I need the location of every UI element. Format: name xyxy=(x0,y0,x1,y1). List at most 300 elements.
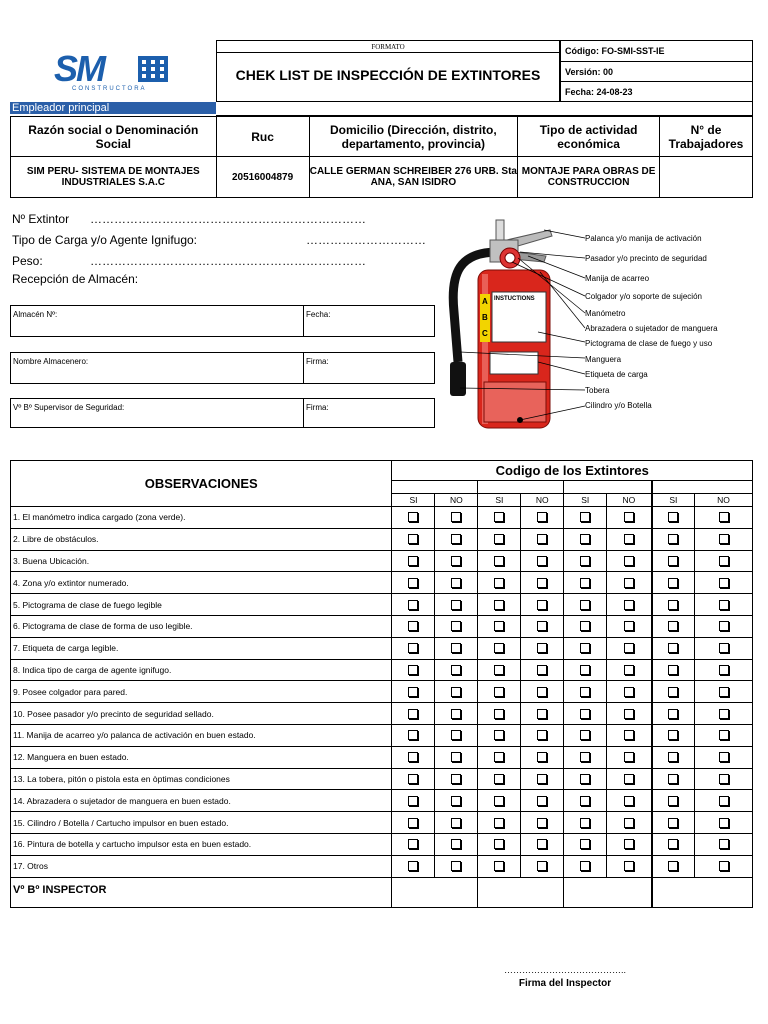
si-checkbox[interactable] xyxy=(580,796,590,806)
checkbox-cell xyxy=(607,615,652,637)
checkbox-cell xyxy=(392,768,435,790)
checklist-item-label: 16. Pintura de botella y cartucho impulsor esta en buen estado. xyxy=(11,833,392,855)
checklist-row xyxy=(11,746,753,768)
field-extintor-label: Nº Extintor xyxy=(12,212,70,226)
no-header-3: NO xyxy=(607,494,652,507)
si-checkbox[interactable] xyxy=(494,818,504,828)
si-checkbox[interactable] xyxy=(494,534,504,544)
no-checkbox[interactable] xyxy=(624,818,634,828)
si-checkbox[interactable] xyxy=(668,861,678,871)
no-checkbox[interactable] xyxy=(624,578,634,588)
no-checkbox[interactable] xyxy=(624,774,634,784)
si-header-3: SI xyxy=(564,494,607,507)
checkbox-cell xyxy=(521,724,564,746)
si-checkbox[interactable] xyxy=(408,796,418,806)
checkbox-cell xyxy=(478,659,521,681)
field-peso-label: Peso: xyxy=(12,254,43,268)
si-checkbox[interactable] xyxy=(494,730,504,740)
checkbox-cell xyxy=(607,703,652,725)
almacenero-label: Nombre Almacenero: xyxy=(13,357,89,366)
si-checkbox[interactable] xyxy=(408,752,418,762)
checkbox-cell xyxy=(564,833,607,855)
signature-label: Firma del Inspector xyxy=(518,978,612,989)
checkbox-cell xyxy=(521,507,564,529)
extinguisher-illustration xyxy=(440,212,590,432)
checkbox-cell xyxy=(695,615,753,637)
codigo-cell-4[interactable] xyxy=(652,481,753,494)
si-checkbox[interactable] xyxy=(408,774,418,784)
checkbox-cell xyxy=(392,703,435,725)
si-checkbox[interactable] xyxy=(668,621,678,631)
checkbox-cell xyxy=(392,855,435,877)
label-tobera: Tobera xyxy=(585,386,610,395)
no-checkbox[interactable] xyxy=(719,578,729,588)
checklist-item-label: 11. Manija de acarreo y/o palanca de activación en buen estado. xyxy=(11,724,392,746)
checkbox-cell xyxy=(652,659,695,681)
no-checkbox[interactable] xyxy=(537,818,547,828)
no-checkbox[interactable] xyxy=(537,578,547,588)
codigo-cell-3[interactable] xyxy=(564,481,652,494)
no-checkbox[interactable] xyxy=(719,818,729,828)
no-checkbox[interactable] xyxy=(451,556,461,566)
no-checkbox[interactable] xyxy=(451,839,461,849)
inspector-label: Vº Bº INSPECTOR xyxy=(11,877,392,907)
label-palanca: Palanca y/o manija de activación xyxy=(585,234,702,243)
checkbox-cell xyxy=(607,724,652,746)
checkbox-cell xyxy=(392,833,435,855)
no-checkbox[interactable] xyxy=(719,796,729,806)
no-checkbox[interactable] xyxy=(719,752,729,762)
si-checkbox[interactable] xyxy=(580,839,590,849)
checkbox-cell xyxy=(695,812,753,834)
checkbox-cell xyxy=(607,572,652,594)
checkbox-cell xyxy=(607,833,652,855)
si-checkbox[interactable] xyxy=(580,730,590,740)
checkbox-cell xyxy=(478,855,521,877)
si-checkbox[interactable] xyxy=(408,512,418,522)
si-checkbox[interactable] xyxy=(668,556,678,566)
no-checkbox[interactable] xyxy=(537,839,547,849)
no-checkbox[interactable] xyxy=(719,687,729,697)
value-trabajadores[interactable] xyxy=(660,157,753,198)
checkbox-cell xyxy=(564,572,607,594)
no-checkbox[interactable] xyxy=(719,534,729,544)
si-checkbox[interactable] xyxy=(668,709,678,719)
checkbox-cell xyxy=(564,703,607,725)
checklist-row xyxy=(11,855,753,877)
si-checkbox[interactable] xyxy=(580,665,590,675)
no-checkbox[interactable] xyxy=(624,643,634,653)
no-checkbox[interactable] xyxy=(537,621,547,631)
label-etiqueta: Etiqueta de carga xyxy=(585,370,648,379)
no-checkbox[interactable] xyxy=(537,861,547,871)
si-checkbox[interactable] xyxy=(408,534,418,544)
no-checkbox[interactable] xyxy=(719,774,729,784)
si-checkbox[interactable] xyxy=(580,709,590,719)
svg-text:C: C xyxy=(482,329,488,338)
checkbox-cell xyxy=(695,724,753,746)
si-checkbox[interactable] xyxy=(408,665,418,675)
checkbox-cell xyxy=(521,746,564,768)
si-checkbox[interactable] xyxy=(580,621,590,631)
checkbox-cell xyxy=(564,746,607,768)
si-checkbox[interactable] xyxy=(494,861,504,871)
checkbox-cell xyxy=(478,790,521,812)
si-checkbox[interactable] xyxy=(668,774,678,784)
checkbox-cell xyxy=(652,594,695,616)
checkbox-cell xyxy=(392,507,435,529)
checkbox-cell xyxy=(695,637,753,659)
si-checkbox[interactable] xyxy=(580,752,590,762)
field-recepcion-label: Recepción de Almacén: xyxy=(12,272,139,286)
document-meta xyxy=(560,40,753,102)
checkbox-cell xyxy=(564,594,607,616)
checkbox-cell xyxy=(392,637,435,659)
no-checkbox[interactable] xyxy=(537,512,547,522)
no-checkbox[interactable] xyxy=(719,730,729,740)
no-checkbox[interactable] xyxy=(537,774,547,784)
codigo: Código: FO-SMI-SST-IE xyxy=(561,41,752,62)
checkbox-cell xyxy=(435,550,478,572)
si-header-2: SI xyxy=(478,494,521,507)
si-checkbox[interactable] xyxy=(408,687,418,697)
checkbox-cell xyxy=(564,681,607,703)
label-pictograma: Pictograma de clase de fuego y uso xyxy=(585,339,713,348)
si-checkbox[interactable] xyxy=(494,512,504,522)
si-checkbox[interactable] xyxy=(580,818,590,828)
firma2-field[interactable] xyxy=(303,398,435,428)
si-checkbox[interactable] xyxy=(408,643,418,653)
checkbox-cell xyxy=(435,833,478,855)
label-abrazadera: Abrazadera o sujetador de manguera xyxy=(585,324,718,333)
checkbox-cell xyxy=(652,746,695,768)
no-checkbox[interactable] xyxy=(624,600,634,610)
no-checkbox[interactable] xyxy=(451,621,461,631)
no-header-1: NO xyxy=(435,494,478,507)
si-checkbox[interactable] xyxy=(408,600,418,610)
no-checkbox[interactable] xyxy=(451,861,461,871)
no-checkbox[interactable] xyxy=(719,839,729,849)
no-checkbox[interactable] xyxy=(624,730,634,740)
checkbox-cell xyxy=(392,790,435,812)
no-checkbox[interactable] xyxy=(719,556,729,566)
si-checkbox[interactable] xyxy=(408,861,418,871)
supervisor-label: Vº Bº Supervisor de Seguridad: xyxy=(13,403,125,412)
si-checkbox[interactable] xyxy=(408,709,418,719)
si-checkbox[interactable] xyxy=(580,556,590,566)
no-checkbox[interactable] xyxy=(719,512,729,522)
si-checkbox[interactable] xyxy=(668,665,678,675)
no-checkbox[interactable] xyxy=(624,709,634,719)
value-actividad: MONTAJE PARA OBRAS DE CONSTRUCCION xyxy=(518,157,660,198)
checkbox-cell xyxy=(652,681,695,703)
checkbox-cell xyxy=(695,659,753,681)
no-checkbox[interactable] xyxy=(537,796,547,806)
logo-subtitle: CONSTRUCTORA xyxy=(72,86,147,92)
si-checkbox[interactable] xyxy=(668,643,678,653)
logo-text: SM xyxy=(54,48,104,89)
si-checkbox[interactable] xyxy=(494,600,504,610)
si-checkbox[interactable] xyxy=(668,687,678,697)
checkbox-cell xyxy=(695,528,753,550)
no-checkbox[interactable] xyxy=(451,687,461,697)
label-colgador: Colgador y/o soporte de sujeción xyxy=(585,292,702,301)
checkbox-cell xyxy=(652,572,695,594)
firma2-label: Firma: xyxy=(306,403,329,412)
inspector-row xyxy=(11,877,753,907)
no-checkbox[interactable] xyxy=(719,600,729,610)
checkbox-cell xyxy=(521,637,564,659)
almacen-field[interactable] xyxy=(10,305,304,337)
no-checkbox[interactable] xyxy=(624,861,634,871)
no-checkbox[interactable] xyxy=(537,600,547,610)
si-checkbox[interactable] xyxy=(494,752,504,762)
checkbox-cell xyxy=(392,528,435,550)
checkbox-cell xyxy=(695,790,753,812)
checkbox-cell xyxy=(564,724,607,746)
checkbox-cell xyxy=(564,507,607,529)
checkbox-cell xyxy=(392,724,435,746)
checkbox-cell xyxy=(607,681,652,703)
si-checkbox[interactable] xyxy=(668,818,678,828)
inspector-sign-cell[interactable] xyxy=(652,877,753,907)
codigo-cell-1[interactable] xyxy=(392,481,478,494)
si-checkbox[interactable] xyxy=(668,600,678,610)
no-checkbox[interactable] xyxy=(537,665,547,675)
si-checkbox[interactable] xyxy=(668,512,678,522)
si-checkbox[interactable] xyxy=(668,578,678,588)
si-checkbox[interactable] xyxy=(668,752,678,762)
almacen-label: Almacén Nº: xyxy=(13,310,58,319)
employer-table xyxy=(10,116,753,198)
no-checkbox[interactable] xyxy=(537,643,547,653)
checkbox-cell xyxy=(478,594,521,616)
checkbox-cell xyxy=(392,659,435,681)
checkbox-cell xyxy=(521,833,564,855)
field-peso-input[interactable]: …………………………………………………………… xyxy=(90,254,366,268)
codigo-cell-2[interactable] xyxy=(478,481,564,494)
checkbox-cell xyxy=(521,550,564,572)
no-checkbox[interactable] xyxy=(537,752,547,762)
checkbox-cell xyxy=(478,550,521,572)
si-checkbox[interactable] xyxy=(580,534,590,544)
no-checkbox[interactable] xyxy=(451,730,461,740)
checkbox-cell xyxy=(521,855,564,877)
no-checkbox[interactable] xyxy=(451,818,461,828)
checkbox-cell xyxy=(521,528,564,550)
checkbox-cell xyxy=(564,528,607,550)
no-checkbox[interactable] xyxy=(451,534,461,544)
si-checkbox[interactable] xyxy=(580,512,590,522)
checklist-item-label: 6. Pictograma de clase de forma de uso legible. xyxy=(11,615,392,637)
firma1-label: Firma: xyxy=(306,357,329,366)
si-checkbox[interactable] xyxy=(580,861,590,871)
inspector-sign-cell[interactable] xyxy=(392,877,478,907)
checkbox-cell xyxy=(392,594,435,616)
checkbox-cell xyxy=(607,812,652,834)
si-checkbox[interactable] xyxy=(408,556,418,566)
checkbox-cell xyxy=(392,681,435,703)
checkbox-cell xyxy=(435,572,478,594)
supervisor-field[interactable] xyxy=(10,398,304,428)
si-checkbox[interactable] xyxy=(494,643,504,653)
checkbox-cell xyxy=(392,550,435,572)
no-checkbox[interactable] xyxy=(451,796,461,806)
checkbox-cell xyxy=(478,812,521,834)
checkbox-cell xyxy=(652,528,695,550)
no-checkbox[interactable] xyxy=(537,709,547,719)
fecha-field[interactable] xyxy=(303,305,435,337)
checkbox-cell xyxy=(521,594,564,616)
checklist-item-label: 8. Indica tipo de carga de agente ignifugo. xyxy=(11,659,392,681)
checkbox-cell xyxy=(564,659,607,681)
inspector-sign-cell[interactable] xyxy=(478,877,564,907)
almacenero-field[interactable] xyxy=(10,352,304,384)
si-checkbox[interactable] xyxy=(494,578,504,588)
no-checkbox[interactable] xyxy=(719,709,729,719)
no-checkbox[interactable] xyxy=(624,752,634,762)
si-checkbox[interactable] xyxy=(494,796,504,806)
checkbox-cell xyxy=(695,594,753,616)
header-razon-social: Razón social o Denominación Social xyxy=(11,117,217,157)
no-checkbox[interactable] xyxy=(719,621,729,631)
no-checkbox[interactable] xyxy=(451,665,461,675)
inspector-sign-cell[interactable] xyxy=(564,877,652,907)
si-checkbox[interactable] xyxy=(408,818,418,828)
no-checkbox[interactable] xyxy=(451,578,461,588)
checkbox-cell xyxy=(521,615,564,637)
checkbox-cell xyxy=(521,790,564,812)
value-razon-social: SIM PERU- SISTEMA DE MONTAJES INDUSTRIALES S.A.C xyxy=(11,157,217,198)
no-checkbox[interactable] xyxy=(451,774,461,784)
checkbox-cell xyxy=(652,812,695,834)
checkbox-cell xyxy=(435,659,478,681)
no-checkbox[interactable] xyxy=(624,839,634,849)
label-cilindro: Cilindro y/o Botella xyxy=(585,401,652,410)
checklist-item-label: 1. El manómetro indica cargado (zona verde). xyxy=(11,507,392,529)
checkbox-cell xyxy=(478,615,521,637)
no-header-4: NO xyxy=(695,494,753,507)
field-extintor-input[interactable]: …………………………………………………………… xyxy=(90,212,366,226)
no-checkbox[interactable] xyxy=(537,556,547,566)
signature-line[interactable]: ………………………………….. xyxy=(503,965,626,975)
si-checkbox[interactable] xyxy=(494,665,504,675)
checkbox-cell xyxy=(607,768,652,790)
si-header-4: SI xyxy=(652,494,695,507)
si-checkbox[interactable] xyxy=(668,534,678,544)
si-checkbox[interactable] xyxy=(494,687,504,697)
si-checkbox[interactable] xyxy=(494,774,504,784)
no-checkbox[interactable] xyxy=(451,512,461,522)
checkbox-cell xyxy=(435,790,478,812)
checkbox-cell xyxy=(695,681,753,703)
checkbox-cell xyxy=(478,637,521,659)
firma1-field[interactable] xyxy=(303,352,435,384)
si-checkbox[interactable] xyxy=(408,839,418,849)
field-tipo-carga-input[interactable]: ………………………… xyxy=(306,233,426,247)
no-checkbox[interactable] xyxy=(537,534,547,544)
checkbox-cell xyxy=(695,768,753,790)
checkbox-cell xyxy=(652,724,695,746)
checkbox-cell xyxy=(435,768,478,790)
checkbox-cell xyxy=(695,833,753,855)
no-checkbox[interactable] xyxy=(451,752,461,762)
checkbox-cell xyxy=(392,812,435,834)
field-tipo-carga-label: Tipo de Carga y/o Agente Ignifugo: xyxy=(12,233,198,247)
checkbox-cell xyxy=(564,790,607,812)
no-checkbox[interactable] xyxy=(624,621,634,631)
label-manometro: Manómetro xyxy=(585,309,626,318)
checkbox-cell xyxy=(564,615,607,637)
checkbox-cell xyxy=(435,637,478,659)
si-checkbox[interactable] xyxy=(580,600,590,610)
si-checkbox[interactable] xyxy=(580,687,590,697)
no-checkbox[interactable] xyxy=(537,687,547,697)
header-trabajadores: N° de Trabajadores xyxy=(660,117,753,157)
checkbox-cell xyxy=(695,507,753,529)
si-checkbox[interactable] xyxy=(580,578,590,588)
label-manija: Manija de acarreo xyxy=(585,274,650,283)
checkbox-cell xyxy=(607,659,652,681)
checklist-row xyxy=(11,528,753,550)
checkbox-cell xyxy=(521,572,564,594)
no-checkbox[interactable] xyxy=(719,643,729,653)
no-checkbox[interactable] xyxy=(624,687,634,697)
checklist-item-label: 3. Buena Ubicación. xyxy=(11,550,392,572)
si-checkbox[interactable] xyxy=(580,774,590,784)
version: Versión: 00 xyxy=(561,62,752,83)
checkbox-cell xyxy=(607,855,652,877)
checklist-row xyxy=(11,550,753,572)
no-checkbox[interactable] xyxy=(624,665,634,675)
si-checkbox[interactable] xyxy=(494,556,504,566)
checkbox-cell xyxy=(607,594,652,616)
checkbox-cell xyxy=(607,790,652,812)
checkbox-cell xyxy=(695,746,753,768)
checkbox-cell xyxy=(435,528,478,550)
formato-label: FORMATO xyxy=(217,41,559,53)
no-checkbox[interactable] xyxy=(451,709,461,719)
si-checkbox[interactable] xyxy=(408,621,418,631)
si-checkbox[interactable] xyxy=(408,730,418,740)
no-checkbox[interactable] xyxy=(451,643,461,653)
si-header-1: SI xyxy=(392,494,435,507)
si-checkbox[interactable] xyxy=(580,643,590,653)
no-checkbox[interactable] xyxy=(624,512,634,522)
checkbox-cell xyxy=(392,615,435,637)
no-checkbox[interactable] xyxy=(451,600,461,610)
no-checkbox[interactable] xyxy=(624,534,634,544)
si-checkbox[interactable] xyxy=(668,796,678,806)
no-checkbox[interactable] xyxy=(719,861,729,871)
checkbox-cell xyxy=(478,833,521,855)
si-checkbox[interactable] xyxy=(668,839,678,849)
si-checkbox[interactable] xyxy=(494,709,504,719)
checklist-item-label: 15. Cilindro / Botella / Cartucho impulsor en buen estado. xyxy=(11,812,392,834)
no-checkbox[interactable] xyxy=(719,665,729,675)
no-checkbox[interactable] xyxy=(624,796,634,806)
no-checkbox[interactable] xyxy=(624,556,634,566)
checklist-item-label: 7. Etiqueta de carga legible. xyxy=(11,637,392,659)
checkbox-cell xyxy=(652,703,695,725)
si-checkbox[interactable] xyxy=(408,578,418,588)
checkbox-cell xyxy=(521,768,564,790)
si-checkbox[interactable] xyxy=(668,730,678,740)
si-checkbox[interactable] xyxy=(494,621,504,631)
checklist-row xyxy=(11,637,753,659)
si-checkbox[interactable] xyxy=(494,839,504,849)
no-checkbox[interactable] xyxy=(537,730,547,740)
